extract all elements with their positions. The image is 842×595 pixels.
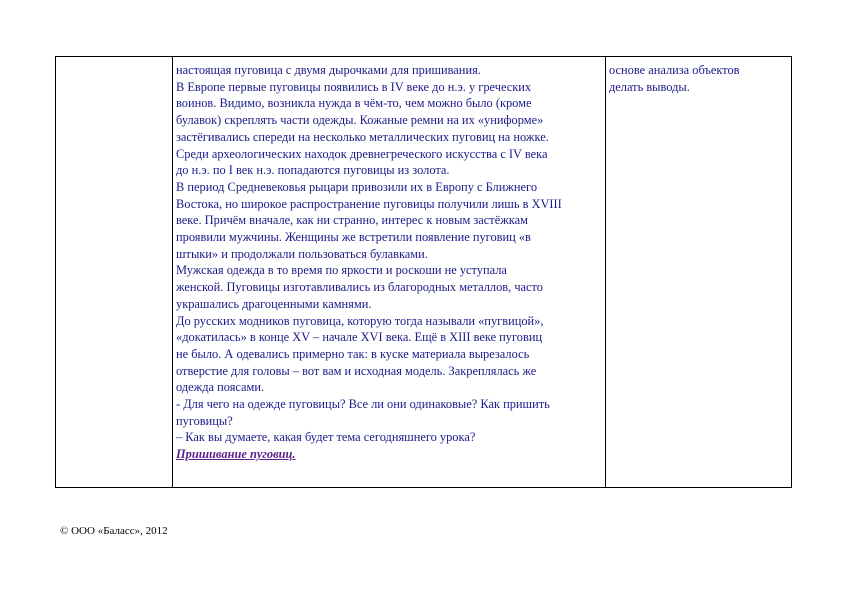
text-line: Востока, но широкое распространение пуговицы получили лишь в XVIII: [176, 196, 562, 211]
text-line: застёгивались спереди на несколько металлических пуговиц на ножке.: [176, 129, 549, 144]
text-line: веке. Причём вначале, как ни странно, интерес к новым застёжкам: [176, 213, 528, 228]
text-line: украшались драгоценными камнями.: [176, 296, 372, 311]
text-line: делать выводы.: [609, 79, 690, 94]
text-line: В период Средневековья рыцари привозили их в Европу с Ближнего: [176, 179, 538, 194]
col3-text: [606, 57, 791, 95]
text-line: Мужская одежда в то время по яркости и роскоши не уступала: [176, 263, 507, 278]
text-line: настоящая пуговица с двумя дырочками для пришивания.: [176, 63, 481, 77]
text-line: отверстие для головы – вот вам и исходная модель. Закреплялась же: [176, 363, 537, 378]
text-line: женской. Пуговицы изготавливались из благородных металлов, часто: [176, 280, 543, 295]
text-line: В Европе первые пуговицы появились в IV веке до н.э. у греческих: [176, 79, 532, 94]
table-row: [56, 57, 792, 488]
col2-text: [173, 57, 605, 463]
text-line: - Для чего на одежде пуговицы? Все ли они одинаковые? Как пришить: [176, 397, 550, 412]
text-line: булавок) скреплять части одежды. Кожаные ремни на их «униформе»: [176, 113, 544, 128]
text-line: пуговицы?: [176, 413, 233, 428]
table-cell-content: [173, 57, 606, 488]
text-line: основе анализа объектов: [609, 63, 740, 77]
text-line: Среди археологических находок древнегреческого искусства с IV века: [176, 146, 548, 161]
text-line: воинов. Видимо, возникла нужда в чём-то, чем можно было (кроме: [176, 96, 532, 111]
text-line: штыки» и продолжали пользоваться булавками.: [176, 246, 428, 261]
table-cell-empty: [56, 57, 173, 488]
text-line: – Как вы думаете, какая будет тема сегодняшнего урока?: [176, 430, 476, 445]
text-line: до н.э. по I век н.э. попадаются пуговицы из золота.: [176, 163, 450, 178]
copyright-footer: © ООО «Баласс», 2012: [60, 525, 168, 537]
lesson-table: [55, 56, 792, 488]
text-line: «докатилась» в конце XV – начале XVI века. Ещё в XIII веке пуговиц: [176, 330, 543, 345]
text-line: одежда поясами.: [176, 380, 265, 395]
text-line: не было. А одевались примерно так: в куске материала вырезалось: [176, 346, 530, 361]
table-cell-goals: [606, 57, 792, 488]
lesson-topic: Пришивание пуговиц.: [176, 447, 296, 462]
col1-text: [56, 57, 172, 62]
text-line: проявили мужчины. Женщины же встретили появление пуговиц «в: [176, 230, 531, 245]
text-line: До русских модников пуговица, которую тогда называли «пугвицой»,: [176, 313, 544, 328]
